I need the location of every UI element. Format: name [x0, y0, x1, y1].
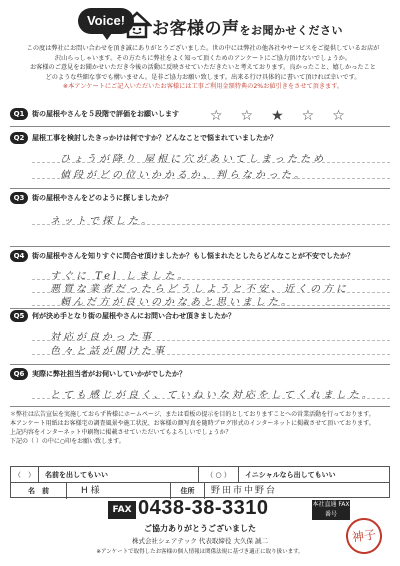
question-5 [10, 310, 390, 362]
ruled-line [32, 279, 390, 280]
title-sub: をお聞かせください [239, 24, 343, 37]
answer-line[interactable]: 頼んだ方が良いのかなあと思いました。 [60, 297, 294, 308]
question-number: Q2 [10, 132, 28, 144]
divider [10, 406, 390, 407]
answer-line[interactable]: ひょうが降り 屋根に穴があいてしまったため [60, 154, 327, 165]
name-label: 名 前 [11, 483, 67, 499]
ruled-line [32, 224, 390, 225]
note-line: 上記内容をインターネット中刷物に掲載させていただいてもよろしいでしょうか？ [10, 429, 232, 436]
question-number: Q5 [10, 310, 28, 322]
house-icon [122, 10, 152, 40]
question-number: Q6 [10, 368, 28, 380]
star-rating[interactable]: ☆☆★☆☆ [210, 108, 363, 124]
question-6 [10, 368, 390, 408]
question-3 [10, 192, 390, 244]
option-name-checkbox[interactable]: （ ） [11, 467, 39, 483]
intro-line: どのような些細な事でも構いません。是非ご協力お願い致します。出来る行け具体的に書いて頂ければ幸いです。 [45, 73, 361, 81]
note-line: 下記の（ ）の中に○印をお願い致します。 [10, 438, 125, 445]
fax-number: 0438-38-3310 [138, 497, 269, 519]
intro-line: お客様のご意見をお聞かせいただき今後の活動に反映させていただきたいと考えております。良かったこと、嬉しかったこと [29, 64, 376, 72]
question-text: 街の屋根やさんをどのように探しましたか？ [32, 194, 172, 202]
option-initial-label: イニシャルなら出してもいい [245, 471, 336, 479]
ruled-line [32, 178, 390, 179]
question-text: 街の屋根やさんを５段階で評価をお願いします [32, 110, 179, 118]
option-initial-checkbox[interactable]: （ ○ ） [199, 467, 239, 483]
intro-line: 沢山らっしゃいます。その方たちに弊社をよく知って頂くためのアンケートにご協力頂けないでしょうか。 [54, 54, 352, 62]
consent-options-row [11, 467, 389, 483]
answer-line[interactable]: 悪質な業者だったらどうしようと不安、近くの方に [50, 284, 349, 295]
ruled-line [32, 305, 390, 306]
option-name-label: 名前を出してもいい [39, 467, 199, 483]
answer-line[interactable]: 色々と話が聞けた事 [50, 346, 167, 357]
address-label: 住所 [171, 483, 205, 499]
consent-table [10, 466, 390, 498]
note-line: ＊弊社は広告宣伝を実施しておらず皆様にホームページ、または看板の提示を目的としておりますことへの営業活動を行っております。 [10, 411, 375, 418]
divider [10, 188, 390, 189]
voice-badge: Voice! [78, 8, 134, 34]
question-number: Q4 [10, 250, 28, 262]
ruled-line [32, 398, 390, 399]
privacy-note: ※アンケートで取得したお客様の個人情報は関係法規に基づき適正に取り扱います。 [96, 549, 304, 555]
divider [10, 246, 390, 247]
divider [10, 308, 390, 309]
answer-line[interactable]: 値段がどの位いかかるか、判らなかった。 [60, 170, 307, 181]
address-field[interactable]: 野田市中野台 [211, 486, 278, 496]
question-text: 何が決め手となり街の屋根やさんにお問い合わせ頂きましたか？ [32, 312, 235, 320]
intro-text [18, 44, 388, 92]
answer-line[interactable]: とても感じが良く、ていねいな対応をしてくれました。 [50, 390, 375, 401]
divider [10, 364, 390, 365]
company-name: 株式会社シェアテック 代表取締役 大久保 誠二 [131, 537, 269, 545]
page-title [152, 14, 343, 39]
question-number: Q1 [10, 108, 28, 120]
intro-discount-note: ※本アンケートにご記入いただいたお客様には工事ご利用金額特典の2%お値引きをさせて頂きます。 [62, 83, 344, 91]
notes [10, 410, 390, 446]
ruled-line [32, 354, 390, 355]
note-line: 本アンケート用紙はお客様宅の調査風景や施工状況、お客様の顔写真を随時ブログ形式のインターネットに掲載させて頂いております。 [10, 420, 375, 427]
company-seal: 神子 [344, 516, 385, 557]
question-4 [10, 250, 390, 310]
title-main: お客様の声 [152, 19, 240, 39]
header [0, 4, 400, 44]
fax-label: FAX [108, 501, 136, 519]
divider [10, 126, 390, 127]
answer-line[interactable]: 対応が良かった事 [50, 332, 154, 343]
answer-line[interactable]: すぐに Tel しました。 [50, 271, 191, 282]
question-1 [10, 108, 390, 126]
ruled-line [32, 292, 390, 293]
question-text: 屋根工事を検討したきっかけは何ですか？どんなことで悩まれていましたか？ [32, 134, 277, 142]
ruled-line [32, 162, 390, 163]
intro-line: この度は弊社にお問い合わせを頂き誠にありがとうございました。世の中には弊社の他各社やサービスをご提供しているお店が [26, 45, 380, 52]
question-text: 街の屋根やさんを知りすぐに問合せ頂けましたか？もし悩まれたとしたらどんなことが不安でしたか？ [32, 252, 354, 260]
question-number: Q3 [10, 192, 28, 204]
answer-line[interactable]: ネットで探した。 [50, 216, 154, 227]
name-field[interactable]: H 様 [67, 483, 171, 499]
fax-side-note: 本社直通 FAX番号 [312, 501, 350, 518]
thanks-text: ご協力ありがとうございました [144, 524, 256, 533]
question-text: 実際に弊社担当者がお伺いしていかがでしたか？ [32, 370, 186, 378]
ruled-line [32, 340, 390, 341]
